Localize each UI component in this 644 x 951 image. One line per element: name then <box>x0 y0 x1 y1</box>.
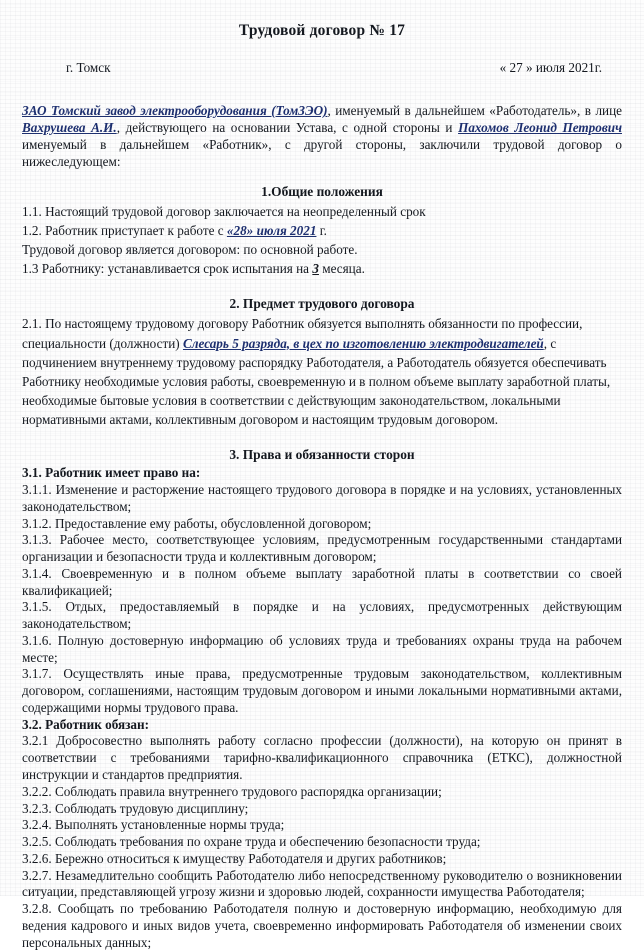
clause-3-1-5: 3.1.5. Отдых, предоставляемый в порядке и на условиях, предусмотренных действующим законодательством; <box>22 599 622 632</box>
clause-1-2b: Трудовой договор является договором: по основной работе. <box>22 242 358 258</box>
employee-name-field: Пахомов Леонид Петрович <box>458 120 622 136</box>
clause-3-2-1: 3.2.1 Добросовестно выполнять работу согласно профессии (должности), на которую он принят в соответствии с требованиями тарифно-квалификационного справочника (ЕТКС), должностной инструкции и стандартов предприятия. <box>22 733 622 782</box>
clause-3-2-8: 3.2.8. Сообщать по требованию Работодателя полную и достоверную информацию, необходимую для ведения кадрового и иных видов учета, своевременно информировать Работодателя об изменении своих персональных данных; <box>22 901 622 950</box>
position-field: Слесарь 5 разряда, в цех по изготовлению электродвигателей <box>182 335 544 351</box>
section-2-heading: 2. Предмет трудового договора <box>229 296 415 312</box>
clause-3-1-4: 3.1.4. Своевременную и в полном объеме выплату заработной платы в соответствии со своей квалификацией; <box>22 565 622 598</box>
subheading-employee-duties: 3.2. Работник обязан: <box>22 716 150 732</box>
clause-3-2-6: 3.2.6. Бережно относиться к имуществу Работодателя и других работников; <box>22 850 447 866</box>
date-label: « 27 » июля 2021г. <box>499 60 602 75</box>
clause-3-2-2: 3.2.2. Соблюдать правила внутреннего трудового распорядка организации; <box>22 783 442 799</box>
clause-3-2-3: 3.2.3. Соблюдать трудовую дисциплину; <box>22 800 249 816</box>
clause-3-2-4: 3.2.4. Выполнять установленные нормы труда; <box>22 817 285 833</box>
clause-1-2 <box>22 221 622 240</box>
section-1-heading: 1.Общие положения <box>261 183 383 199</box>
clause-2-1 <box>22 314 622 429</box>
document-meta-row <box>22 60 622 76</box>
clause-1-3-suffix: месяца. <box>318 261 365 277</box>
clause-1-2-prefix: 1.2. Работник приступает к работе с <box>22 222 227 238</box>
preamble-text-2: , действующего на основании Устава, с одной стороны и <box>116 120 459 136</box>
subheading-employee-rights: 3.1. Работник имеет право на: <box>22 465 201 481</box>
probation-term-field: 3 <box>312 261 319 277</box>
clause-2-1-prefix: 2.1. По настоящему трудовому договору Работник обязуется выполнять обязанности по профессии, специальности (должности) <box>22 316 583 351</box>
clause-1-1: 1.1. Настоящий трудовой договор заключается на неопределенный срок <box>22 203 426 219</box>
director-name-field: Вахрушева А.И. <box>22 120 117 136</box>
clause-3-1-7: 3.1.7. Осуществлять иные права, предусмотренные трудовым законодательством, коллективным договором, соглашениями, настоящим трудовым договором и иными локальными нормативными актами, содержащими нормы трудового права. <box>22 666 622 715</box>
clause-3-1-3: 3.1.3. Рабочее место, соответствующее условиям, предусмотренным государственными стандартами организации и безопасности труда и коллективным договором; <box>22 532 622 565</box>
preamble-paragraph <box>22 102 622 171</box>
clause-3-2-7: 3.2.7. Незамедлительно сообщить Работодателю либо непосредственному руководителю о возникновении ситуации, представляющей угрозу жизни и здоровью людей, сохранности имущества Работодателя; <box>22 867 622 900</box>
clause-1-2-suffix: г. <box>316 222 327 238</box>
clause-3-1-1: 3.1.1. Изменение и расторжение настоящего трудового договора в порядке и на условиях, установленных законодательством; <box>22 481 622 514</box>
preamble-text-3: именуемый в дальнейшем «Работник», с другой стороны, заключили трудовой договор о нижеследующем: <box>22 137 622 170</box>
preamble-text-1: , именуемый в дальнейшем «Работодатель», в лице <box>327 103 622 118</box>
page-title: Трудовой договор № 17 <box>238 22 406 39</box>
employer-name-field: ЗАО Томский завод электрооборудования (ТомЗЭО) <box>22 103 328 118</box>
clause-1-3-prefix: 1.3 Работнику: устанавливается срок испытания на <box>22 261 313 277</box>
clause-2-1-suffix: , с подчинением внутреннему трудовому распорядку Работодателя, а Работодатель обязуется обеспечивать Работнику необходимые условия работы, своевременную и в полном объеме выплату заработной платы, необходимые бытовые условия в соответствии с действующим законодательством, локальными нормативными актами, коллективным договором и настоящим трудовым договором. <box>22 335 611 428</box>
clause-1-3 <box>22 259 622 278</box>
clause-3-2-5: 3.2.5. Соблюдать требования по охране труда и обеспечению безопасности труда; <box>22 834 481 850</box>
city-label: г. Томск <box>66 60 111 75</box>
clause-3-1-6: 3.1.6. Полную достоверную информацию об условиях труда и требованиях охраны труда на рабочем месте; <box>22 632 622 665</box>
start-date-field: «28» июля 2021 <box>226 222 317 238</box>
section-3-heading: 3. Права и обязанности сторон <box>229 447 415 463</box>
clause-3-1-2: 3.1.2. Предоставление ему работы, обусловленной договором; <box>22 515 372 531</box>
